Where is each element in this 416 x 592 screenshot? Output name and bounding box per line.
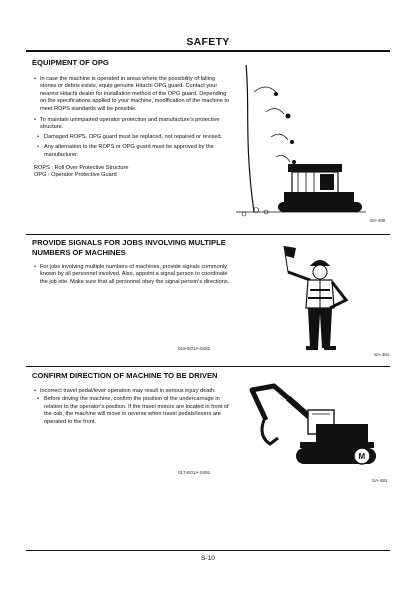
excavator-direction-illustration (244, 380, 378, 476)
direction-sub-bullet-1: • Before driving the machine, confirm the position of the undercarriage in relation to the operator's position. If the travel motors are located in front of the cab, the machine will move in reverse when travel pedals/levers are operated to the front. (34, 396, 230, 426)
section-rule-2 (26, 234, 390, 235)
opg-note: OPG : Operator Protective Guard (34, 172, 117, 179)
doc-code-0491: 017-E01A-0491 (178, 470, 211, 475)
section-title-signals: PROVIDE SIGNALS FOR JOBS INVOLVING MULTIPLE NUMBERS OF MACHINES (32, 238, 226, 257)
section-body-direction (34, 388, 230, 429)
opg-sub-bullet-1: • Damaged ROPS, OPG guard must be replaced, not repaired or revised. (34, 134, 230, 141)
direction-bullet-1: • Incorrect travel pedal/lever operation may result in serious injury death. (34, 388, 230, 395)
section-body-signals (34, 264, 230, 290)
doc-code-0481: 018-E01A-0481 (178, 346, 211, 351)
opg-bullet-1: • In case the machine is operated in areas where the possibility of falling stones or debris exists, equip genuine Hitachi OPG guard. Contact your nearest Hitachi dealer for installation method of the OPG guard. Depending on the specifications applied to your machine, modification of the machine to meet ROPS standards will be possible. (34, 76, 230, 113)
rops-note: ROPS : Roll Over Protective Structure (34, 165, 129, 172)
figure-code-sa481: SA-481 (374, 352, 390, 357)
signal-person-illustration (274, 244, 366, 354)
page-number: S-10 (201, 555, 215, 562)
section-title-direction: CONFIRM DIRECTION OF MACHINE TO BE DRIVEN (32, 371, 218, 380)
footer-rule (26, 550, 390, 551)
section-title-opg: EQUIPMENT OF OPG (32, 58, 109, 67)
opg-sub-bullet-2: • Any alternation to the ROPS or OPG guard must be approved by the manufacturer. (34, 144, 230, 159)
section-body-opg (34, 76, 230, 180)
signals-bullet-1: • For jobs involving multiple numbers of machines, provide signals commonly known by all personnel involved. Also, appoint a signal person to coordinate the job site. Make sure that all personnel obey the signal person's directions. (34, 264, 230, 286)
falling-rocks-excavator-illustration (236, 62, 388, 222)
section-rule-3 (26, 366, 390, 367)
figure-code-sa491: SA-491 (372, 478, 388, 483)
header-rule (26, 50, 390, 52)
page-header-title: SAFETY (186, 36, 230, 48)
figure-code-sa490: SA-490 (370, 218, 386, 223)
svg-text:M: M (358, 452, 366, 461)
opg-bullet-2: • To maintain unimpaired operator protection and manufacture's protective structure. (34, 117, 230, 132)
